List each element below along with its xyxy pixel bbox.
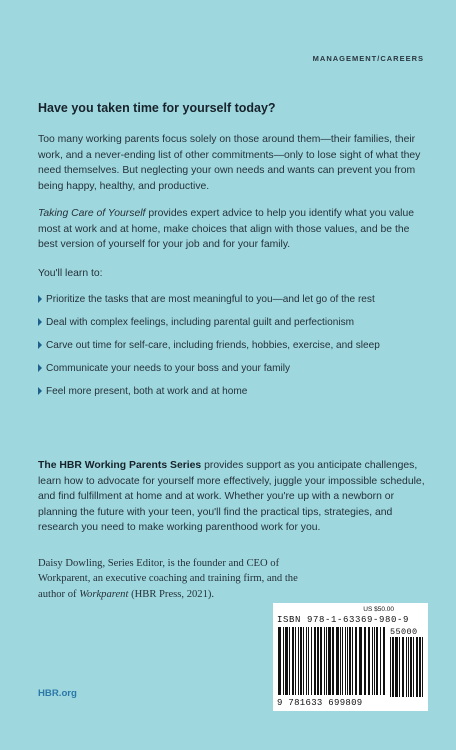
bullet-triangle-icon [38, 341, 42, 349]
addon-digits: 55000 [390, 627, 418, 637]
barcode-bar [416, 637, 418, 697]
book-title: Taking Care of Yourself [38, 208, 146, 219]
barcode-bar [340, 627, 341, 695]
barcode-bar [408, 637, 409, 697]
series-description [38, 458, 430, 536]
barcode-bar [392, 637, 394, 697]
bullet-triangle-icon [38, 364, 42, 372]
list-item: Communicate your needs to your boss and your family [38, 362, 438, 385]
barcode-bar [372, 627, 373, 695]
barcode-bar [410, 637, 412, 697]
barcode-bar [326, 627, 327, 695]
barcode-bar [352, 627, 353, 695]
learn-intro: You'll learn to: [38, 268, 103, 279]
hbr-site[interactable]: HBR.org [38, 688, 77, 699]
barcode-bar [376, 627, 378, 695]
barcode-bar [406, 637, 407, 697]
barcode-bar [300, 627, 302, 695]
barcode-bar [359, 627, 362, 695]
bullet-triangle-icon [38, 295, 42, 303]
barcode-bar [395, 637, 398, 697]
barcode-bar [342, 627, 343, 695]
barcode-bar [295, 627, 296, 695]
barcode-bar [308, 627, 309, 695]
barcode-bar [336, 627, 339, 695]
barcode-bar [422, 637, 423, 697]
barcode-bar [399, 637, 400, 697]
editor-book-title: Workparent [79, 588, 129, 600]
barcode-bar [413, 637, 414, 697]
barcode-bar [320, 627, 322, 695]
barcode-bar [390, 637, 391, 697]
headline: Have you taken time for yourself today? [38, 101, 276, 115]
barcode-bar [347, 627, 348, 695]
barcode-bar [311, 627, 312, 695]
series-description-text: provides support as you anticipate challenges, learn how to advocate for yourself more effectively, juggle your impossible schedule, and find fulfillment at home and at work. Whether you're up with a newborn or planning the future with your teen, you'll find the practical tips, strategies, and research you need to make working parenthood work for you. [38, 460, 425, 534]
barcode-bar [283, 627, 284, 695]
barcode-bar [306, 627, 307, 695]
barcode-bar [368, 627, 370, 695]
barcode-bar [355, 627, 357, 695]
price: US $50.00 [363, 606, 394, 613]
category-label: MANAGEMENT/CAREERS [312, 54, 424, 63]
series-name: The HBR Working Parents Series [38, 460, 202, 471]
barcode-bar [402, 637, 404, 697]
editor-bio: Daisy Dowling, Series Editor, is the founder and CEO of Workparent, an executive coaching and training firm, and the author of Workparent (HBR Press, 2021). [38, 558, 298, 600]
barcode-bar [364, 627, 366, 695]
bullet-triangle-icon [38, 387, 42, 395]
addon-barcode [389, 637, 425, 699]
list-item: Deal with complex feelings, including parental guilt and perfectionism [38, 316, 438, 339]
bullet-list [38, 293, 438, 408]
barcode-bar [289, 627, 290, 695]
barcode-bar [303, 627, 304, 695]
barcode-bar [278, 627, 281, 695]
list-item: Carve out time for self-care, including friends, hobbies, exercise, and sleep [38, 339, 438, 362]
barcode-bar [374, 627, 375, 695]
list-item: Prioritize the tasks that are most meaningful to you—and let go of the rest [38, 293, 438, 316]
barcode-bar [419, 637, 421, 697]
bullet-triangle-icon [38, 318, 42, 326]
barcode-bar [285, 627, 288, 695]
barcode-bar [349, 627, 351, 695]
list-item: Feel more present, both at work and at home [38, 385, 438, 408]
book-description [38, 206, 430, 253]
barcode-bar [345, 627, 346, 695]
barcode-bar [314, 627, 316, 695]
barcode-bar [380, 627, 381, 695]
barcode-bar [324, 627, 325, 695]
barcode-bar [332, 627, 334, 695]
barcode-bar [383, 627, 385, 695]
ean-barcode [277, 627, 385, 697]
barcode-bar [292, 627, 294, 695]
barcode-bar [328, 627, 331, 695]
intro-paragraph: Too many working parents focus solely on those around them—their families, their work, and a never-ending list of other commitments—only to lose sight of what they need themselves. But neglecting your own needs and wants can prevent you from being happy, healthy, and productive. [38, 134, 421, 192]
book-description-text: provides expert advice to help you identify what you value most at work and at home, make choices that align with those values, and be the best version of yourself for your job and for your family. [38, 208, 415, 251]
barcode-bar [317, 627, 319, 695]
barcode-bar [298, 627, 299, 695]
barcode-box [273, 603, 428, 711]
ean-digits: 9 781633 699809 [277, 698, 363, 708]
isbn-text: ISBN 978-1-63369-980-9 [277, 615, 410, 625]
